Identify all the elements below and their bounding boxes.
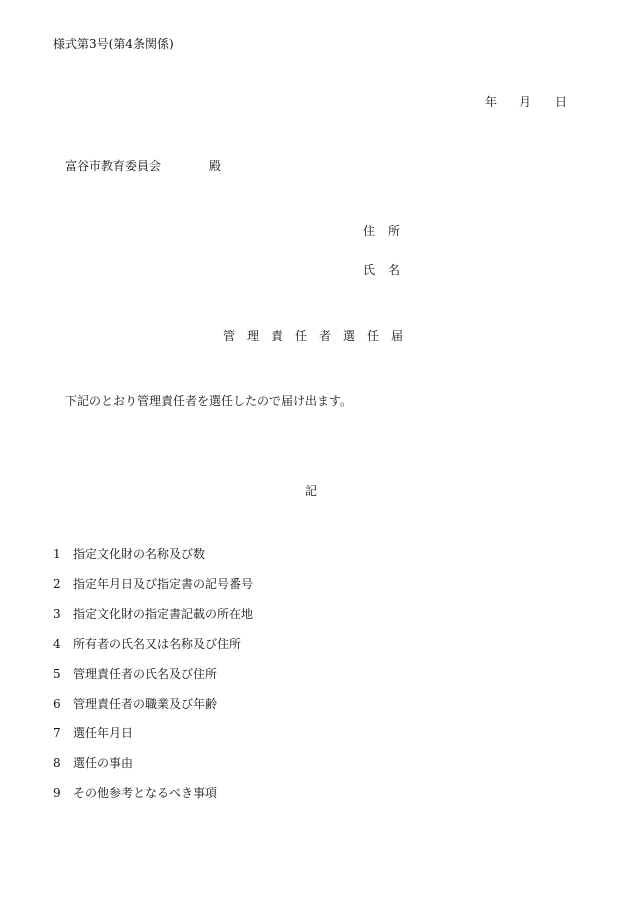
name-label: 氏名: [363, 263, 414, 277]
list-item-text: 管理責任者の氏名及び住所: [73, 667, 218, 681]
document-title: 管理責任者選任届: [223, 329, 416, 343]
ki-label: 記: [305, 484, 318, 498]
list-item: [53, 546, 205, 562]
list-item: [53, 696, 217, 712]
list-item-number: 3: [53, 607, 61, 621]
list-item-number: 4: [53, 637, 61, 651]
list-item-number: 9: [53, 786, 61, 800]
list-item-number: 7: [53, 726, 61, 740]
addressee-honorific: 殿: [209, 159, 222, 173]
list-item-text: 所有者の氏名又は名称及び住所: [73, 637, 242, 651]
list-item: [53, 606, 253, 622]
date-day-label: 日: [555, 95, 568, 109]
list-item: [53, 785, 217, 801]
list-item-text: 指定年月日及び指定書の記号番号: [73, 577, 254, 591]
date-year-label: 年: [485, 95, 498, 109]
list-item-text: その他参考となるべき事項: [73, 786, 218, 800]
body-text: 下記のとおり管理責任者を選任したので届け出ます。: [65, 394, 353, 408]
list-item-number: 8: [53, 756, 61, 770]
list-item-number: 6: [53, 697, 61, 711]
list-item: [53, 755, 133, 771]
addressee-name: 富谷市教育委員会: [65, 159, 162, 173]
list-item-text: 指定文化財の名称及び数: [73, 547, 206, 561]
address-label: 住所: [363, 224, 414, 238]
list-item: [53, 576, 253, 592]
list-item-number: 1: [53, 547, 61, 561]
list-item: [53, 636, 241, 652]
list-item-number: 2: [53, 577, 61, 591]
date-month-label: 月: [519, 95, 532, 109]
date-line: [485, 94, 567, 110]
list-item-text: 管理責任者の職業及び年齢: [73, 697, 218, 711]
addressee: [65, 158, 221, 174]
list-item-text: 選任の事由: [73, 756, 134, 770]
form-number: 様式第3号(第4条関係): [53, 37, 174, 51]
list-item-number: 5: [53, 667, 61, 681]
list-item-text: 選任年月日: [73, 726, 134, 740]
list-item: [53, 666, 217, 682]
list-item: [53, 725, 133, 741]
list-item-text: 指定文化財の指定書記載の所在地: [73, 607, 254, 621]
